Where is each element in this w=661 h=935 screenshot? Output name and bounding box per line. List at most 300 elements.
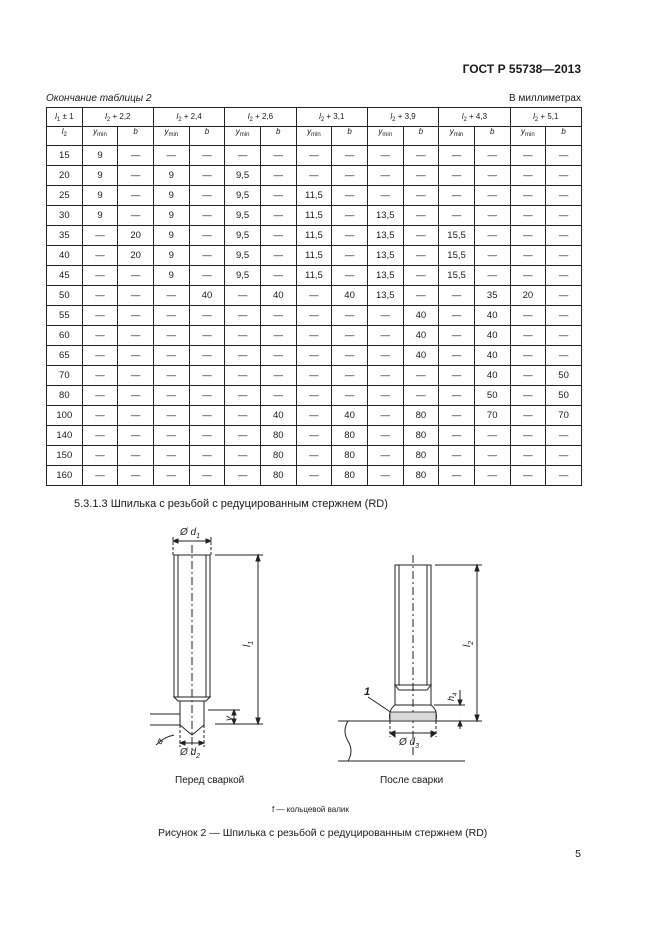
- table-cell: —: [118, 446, 154, 466]
- table-cell: 9: [82, 186, 118, 206]
- table-cell: 11,5: [296, 206, 332, 226]
- table-cell: —: [403, 386, 439, 406]
- table-cell: —: [82, 226, 118, 246]
- table-cell: —: [510, 326, 546, 346]
- table-cell: 80: [403, 466, 439, 486]
- table-cell: —: [546, 226, 582, 246]
- table-cell: —: [510, 166, 546, 186]
- table-cell: 80: [332, 446, 368, 466]
- table-cell: 11,5: [296, 246, 332, 266]
- table-cell: —: [118, 286, 154, 306]
- table-cell: —: [474, 166, 510, 186]
- table-cell: 40: [474, 346, 510, 366]
- table-cell: —: [367, 326, 403, 346]
- table-cell: —: [546, 306, 582, 326]
- table-row: [47, 286, 582, 306]
- table-cell: 9: [153, 166, 189, 186]
- table-cell: —: [546, 166, 582, 186]
- table-cell: —: [510, 246, 546, 266]
- table-cell: —: [332, 306, 368, 326]
- table-row: [47, 226, 582, 246]
- page-number: 5: [575, 848, 581, 860]
- table-cell: 9: [153, 266, 189, 286]
- row-length-cell: 80: [47, 386, 83, 406]
- table-cell: —: [367, 426, 403, 446]
- header-group: $l_2 + 5,1$: [510, 108, 581, 127]
- table-cell: —: [153, 286, 189, 306]
- row-length-cell: 70: [47, 366, 83, 386]
- table-cell: 40: [474, 306, 510, 326]
- table-cell: —: [332, 226, 368, 246]
- table-cell: 15,5: [439, 266, 475, 286]
- table-row: [47, 426, 582, 446]
- row-length-cell: 45: [47, 266, 83, 286]
- table-cell: 80: [260, 426, 296, 446]
- table-cell: —: [367, 166, 403, 186]
- table-cell: —: [225, 466, 261, 486]
- table-cell: —: [82, 306, 118, 326]
- section-heading: 5.3.1.3 Шпилька с резьбой с редуцированным стержнем (RD): [74, 498, 388, 510]
- table-cell: —: [296, 386, 332, 406]
- table-cell: —: [118, 326, 154, 346]
- table-cell: 11,5: [296, 266, 332, 286]
- table-cell: —: [403, 246, 439, 266]
- table-cell: —: [510, 186, 546, 206]
- table-cell: —: [296, 346, 332, 366]
- header-b: b: [403, 127, 439, 146]
- table-cell: —: [260, 366, 296, 386]
- header-l2: $l_2$: [47, 127, 83, 146]
- table-cell: —: [225, 366, 261, 386]
- table-cell: —: [82, 246, 118, 266]
- table-cell: —: [296, 286, 332, 306]
- header-ymin: $y_{min}$: [82, 127, 118, 146]
- table-cell: —: [189, 186, 225, 206]
- row-length-cell: 40: [47, 246, 83, 266]
- table-cell: —: [439, 386, 475, 406]
- table-cell: —: [118, 166, 154, 186]
- table-cell: —: [510, 266, 546, 286]
- table-cell: —: [189, 466, 225, 486]
- l1-label: $l_1$: [242, 640, 255, 647]
- table-cell: 9,5: [225, 206, 261, 226]
- table-cell: —: [189, 246, 225, 266]
- table-cell: —: [439, 286, 475, 306]
- header-b: b: [260, 127, 296, 146]
- table-cell: —: [546, 146, 582, 166]
- table-cell: 40: [260, 406, 296, 426]
- table-cell: —: [118, 206, 154, 226]
- table-cell: —: [153, 146, 189, 166]
- table-cell: 9,5: [225, 246, 261, 266]
- table-cell: —: [260, 346, 296, 366]
- table-cell: —: [332, 166, 368, 186]
- table-cell: 20: [118, 246, 154, 266]
- row-length-cell: 140: [47, 426, 83, 446]
- table-cell: 80: [332, 466, 368, 486]
- table-cell: 15,5: [439, 246, 475, 266]
- table-row: [47, 166, 582, 186]
- row-length-cell: 150: [47, 446, 83, 466]
- row-length-cell: 60: [47, 326, 83, 346]
- y-label: y: [224, 716, 235, 721]
- table-cell: 15,5: [439, 226, 475, 246]
- table-cell: —: [439, 426, 475, 446]
- table-cell: —: [260, 306, 296, 326]
- header-group: $l_2 + 2,4$: [153, 108, 224, 127]
- table-cell: 11,5: [296, 226, 332, 246]
- table-cell: —: [439, 306, 475, 326]
- d1-label: Ø $d_1$: [180, 527, 201, 540]
- table-cell: —: [118, 346, 154, 366]
- table-row: [47, 186, 582, 206]
- table-cell: —: [153, 346, 189, 366]
- table-cell: —: [510, 366, 546, 386]
- table-cell: —: [153, 326, 189, 346]
- row-length-cell: 50: [47, 286, 83, 306]
- table-cell: —: [296, 406, 332, 426]
- stud-drawing: [120, 515, 520, 765]
- table-cell: —: [118, 306, 154, 326]
- table-cell: 80: [332, 426, 368, 446]
- table-cell: 40: [403, 346, 439, 366]
- table-cell: —: [510, 466, 546, 486]
- header-group: $l_2 + 4,3$: [439, 108, 510, 127]
- table-cell: —: [546, 346, 582, 366]
- caption-after-welding: После сварки: [380, 775, 444, 786]
- table-cell: 80: [403, 406, 439, 426]
- table-cell: —: [189, 446, 225, 466]
- table-cell: —: [367, 366, 403, 386]
- table-cell: —: [153, 446, 189, 466]
- table-cell: —: [510, 386, 546, 406]
- row-length-cell: 20: [47, 166, 83, 186]
- table-cell: —: [296, 166, 332, 186]
- table-cell: —: [367, 186, 403, 206]
- header-ymin: $y_{min}$: [225, 127, 261, 146]
- table-cell: —: [296, 426, 332, 446]
- table-cell: —: [546, 266, 582, 286]
- table-cell: —: [367, 386, 403, 406]
- callout-1: 1: [364, 686, 371, 698]
- row-length-cell: 35: [47, 226, 83, 246]
- row-length-cell: 30: [47, 206, 83, 226]
- table-cell: —: [474, 446, 510, 466]
- table-cell: —: [439, 446, 475, 466]
- table-cell: 80: [403, 426, 439, 446]
- table-cell: —: [260, 146, 296, 166]
- table-row: [47, 446, 582, 466]
- header-group: $l_2 + 3,1$: [296, 108, 367, 127]
- table-cell: —: [510, 446, 546, 466]
- table-cell: —: [439, 146, 475, 166]
- table-cell: —: [189, 166, 225, 186]
- header-b: b: [189, 127, 225, 146]
- header-l1: $l_1 \pm 1$: [47, 108, 83, 127]
- table-cell: —: [546, 426, 582, 446]
- table-cell: —: [225, 426, 261, 446]
- table-cell: —: [189, 346, 225, 366]
- table-cell: —: [260, 206, 296, 226]
- table-cell: 40: [332, 286, 368, 306]
- table-cell: —: [439, 466, 475, 486]
- table-cell: —: [225, 286, 261, 306]
- table-cell: 50: [474, 386, 510, 406]
- header-ymin: $y_{min}$: [296, 127, 332, 146]
- table-cell: 40: [260, 286, 296, 306]
- table-cell: 80: [403, 446, 439, 466]
- table-cell: 70: [546, 406, 582, 426]
- table-cell: —: [474, 206, 510, 226]
- l2-label: $l_2$: [462, 640, 475, 647]
- caption-before-welding: Перед сваркой: [175, 775, 245, 786]
- table-cell: —: [189, 386, 225, 406]
- table-cell: —: [367, 446, 403, 466]
- table-row: [47, 346, 582, 366]
- table-cell: 13,5: [367, 286, 403, 306]
- table-cell: —: [153, 406, 189, 426]
- table-cell: —: [439, 406, 475, 426]
- table-cell: 40: [474, 326, 510, 346]
- table-row: [47, 406, 582, 426]
- table-row: [47, 146, 582, 166]
- table-cell: —: [225, 386, 261, 406]
- table-cell: —: [82, 346, 118, 366]
- table-row: [47, 386, 582, 406]
- d3-label: Ø $d_3$: [399, 737, 420, 750]
- header-b: b: [474, 127, 510, 146]
- table-cell: —: [403, 146, 439, 166]
- table-cell: —: [189, 206, 225, 226]
- table-cell: —: [189, 366, 225, 386]
- table-cell: —: [189, 226, 225, 246]
- table-cell: 9,5: [225, 166, 261, 186]
- table-cell: —: [118, 186, 154, 206]
- table-cell: 20: [510, 286, 546, 306]
- h4-label: $h_4$: [446, 692, 459, 701]
- table-cell: 13,5: [367, 226, 403, 246]
- table-cell: —: [260, 246, 296, 266]
- table-cell: 9,5: [225, 186, 261, 206]
- row-length-cell: 25: [47, 186, 83, 206]
- dimensions-table: [46, 107, 582, 486]
- table-cell: —: [225, 146, 261, 166]
- table-cell: —: [332, 186, 368, 206]
- table-cell: —: [546, 466, 582, 486]
- table-units: В миллиметрах: [509, 93, 581, 104]
- table-cell: —: [118, 406, 154, 426]
- table-cell: —: [510, 226, 546, 246]
- table-cell: —: [332, 386, 368, 406]
- table-cell: —: [296, 146, 332, 166]
- table-cell: —: [439, 186, 475, 206]
- standard-code: ГОСТ Р 55738—2013: [462, 62, 581, 76]
- table-cell: —: [439, 206, 475, 226]
- table-row: [47, 266, 582, 286]
- table-cell: —: [260, 166, 296, 186]
- table-cell: —: [118, 266, 154, 286]
- table-cell: —: [189, 266, 225, 286]
- table-cell: —: [510, 406, 546, 426]
- table-cell: 9,5: [225, 266, 261, 286]
- table-cell: 80: [260, 466, 296, 486]
- header-ymin: $y_{min}$: [367, 127, 403, 146]
- table-cell: —: [153, 386, 189, 406]
- table-cell: —: [474, 246, 510, 266]
- table-cell: —: [403, 166, 439, 186]
- header-ymin: $y_{min}$: [439, 127, 475, 146]
- table-cell: 9,5: [225, 226, 261, 246]
- table-row: [47, 326, 582, 346]
- table-cell: —: [510, 206, 546, 226]
- table-cell: 9: [153, 206, 189, 226]
- table-cell: —: [189, 426, 225, 446]
- table-cell: 70: [474, 406, 510, 426]
- table-cell: —: [403, 186, 439, 206]
- table-cell: —: [225, 446, 261, 466]
- header-group: $l_2 + 3,9$: [367, 108, 438, 127]
- table-row: [47, 466, 582, 486]
- table-cell: 40: [189, 286, 225, 306]
- table-cell: 50: [546, 366, 582, 386]
- row-length-cell: 55: [47, 306, 83, 326]
- table-cell: —: [118, 366, 154, 386]
- table-cell: 13,5: [367, 246, 403, 266]
- d2-label: Ø $d_2$: [180, 747, 201, 760]
- table-cell: —: [403, 226, 439, 246]
- table-cell: —: [189, 326, 225, 346]
- header-group: $l_2 + 2,2$: [82, 108, 153, 127]
- figure-title: Рисунок 2 — Шпилька с резьбой с редуцированным стержнем (RD): [158, 827, 488, 839]
- table-cell: —: [296, 366, 332, 386]
- table-cell: —: [367, 466, 403, 486]
- table-cell: —: [296, 326, 332, 346]
- table-cell: —: [403, 206, 439, 226]
- table-cell: —: [260, 326, 296, 346]
- table-cell: 20: [118, 226, 154, 246]
- weld-bead: [390, 712, 436, 721]
- table-cell: 40: [403, 306, 439, 326]
- table-cell: 40: [403, 326, 439, 346]
- table-cell: —: [439, 346, 475, 366]
- row-length-cell: 160: [47, 466, 83, 486]
- table-cell: —: [474, 266, 510, 286]
- table-cell: —: [225, 326, 261, 346]
- table-cell: —: [439, 366, 475, 386]
- table-cell: —: [82, 366, 118, 386]
- table-cell: —: [332, 266, 368, 286]
- table-cell: —: [474, 466, 510, 486]
- table-cell: —: [367, 406, 403, 426]
- table-cell: —: [332, 206, 368, 226]
- table-cell: —: [332, 366, 368, 386]
- table-cell: —: [189, 146, 225, 166]
- table-cell: 9: [153, 246, 189, 266]
- table-cell: 9: [82, 146, 118, 166]
- table-cell: —: [474, 226, 510, 246]
- table-cell: —: [153, 366, 189, 386]
- table-cell: —: [225, 346, 261, 366]
- table-cell: —: [82, 466, 118, 486]
- table-row: [47, 206, 582, 226]
- table-cell: —: [260, 386, 296, 406]
- table-cell: 9: [82, 206, 118, 226]
- stud-after-welding: [338, 555, 482, 761]
- table-cell: 11,5: [296, 186, 332, 206]
- table-cell: —: [82, 326, 118, 346]
- table-cell: —: [153, 466, 189, 486]
- table-cell: 13,5: [367, 206, 403, 226]
- table-cell: —: [510, 306, 546, 326]
- table-cell: —: [296, 466, 332, 486]
- table-cell: 35: [474, 286, 510, 306]
- table-cell: —: [403, 266, 439, 286]
- table-cell: 9: [153, 186, 189, 206]
- table-cell: —: [332, 246, 368, 266]
- table-cell: —: [82, 386, 118, 406]
- table-cell: 9: [153, 226, 189, 246]
- table-row: [47, 306, 582, 326]
- table-cell: —: [225, 406, 261, 426]
- table-cell: —: [82, 426, 118, 446]
- table-cell: —: [367, 306, 403, 326]
- table-cell: —: [260, 186, 296, 206]
- table-cell: —: [367, 146, 403, 166]
- table-cell: —: [474, 426, 510, 446]
- table-cell: —: [153, 306, 189, 326]
- table-cell: 80: [260, 446, 296, 466]
- table-cell: —: [439, 166, 475, 186]
- table-cell: —: [367, 346, 403, 366]
- row-length-cell: 65: [47, 346, 83, 366]
- table-cell: —: [510, 426, 546, 446]
- table-cell: 13,5: [367, 266, 403, 286]
- header-ymin: $y_{min}$: [153, 127, 189, 146]
- angle-label: α: [154, 736, 166, 746]
- table-cell: —: [439, 326, 475, 346]
- table-cell: —: [546, 186, 582, 206]
- table-cell: —: [296, 306, 332, 326]
- table-cell: —: [118, 426, 154, 446]
- table-cell: —: [546, 446, 582, 466]
- figure-legend: f — кольцевой валик: [272, 805, 349, 814]
- table-cell: —: [546, 286, 582, 306]
- table-cell: —: [153, 426, 189, 446]
- table-caption: Окончание таблицы 2: [46, 93, 152, 104]
- table-cell: —: [189, 306, 225, 326]
- table-cell: —: [260, 266, 296, 286]
- header-b: b: [118, 127, 154, 146]
- table-cell: —: [260, 226, 296, 246]
- header-group: $l_2 + 2,6$: [225, 108, 296, 127]
- row-length-cell: 15: [47, 146, 83, 166]
- table-cell: —: [118, 146, 154, 166]
- table-row: [47, 246, 582, 266]
- table-cell: 40: [332, 406, 368, 426]
- table-cell: —: [82, 266, 118, 286]
- table-cell: —: [189, 406, 225, 426]
- table-cell: 50: [546, 386, 582, 406]
- table-cell: —: [474, 186, 510, 206]
- table-cell: —: [332, 346, 368, 366]
- header-b: b: [546, 127, 582, 146]
- table-cell: —: [118, 466, 154, 486]
- table-row: [47, 366, 582, 386]
- table-cell: —: [225, 306, 261, 326]
- row-length-cell: 100: [47, 406, 83, 426]
- table-cell: —: [510, 146, 546, 166]
- table-cell: —: [82, 406, 118, 426]
